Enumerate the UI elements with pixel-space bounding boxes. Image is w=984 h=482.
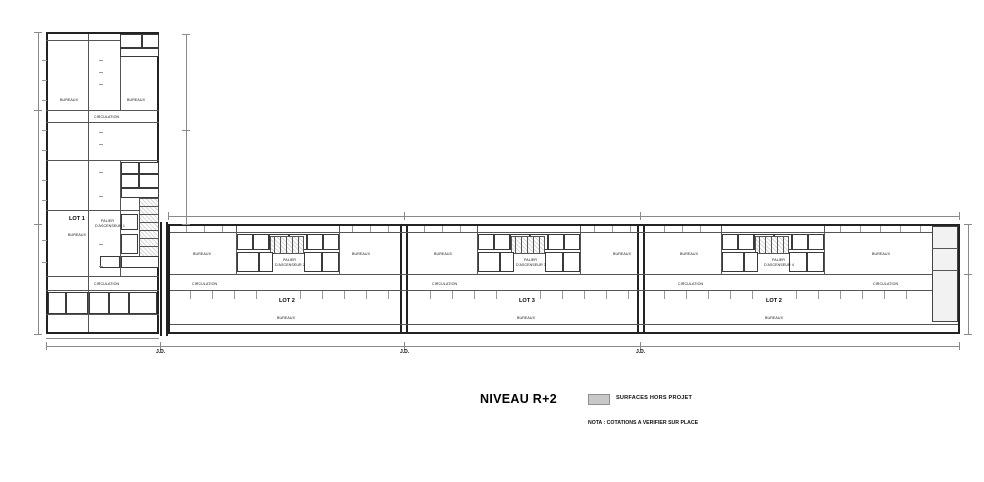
core3-room-f xyxy=(564,234,580,250)
room-label-bureaux-w2: BUREAUX xyxy=(127,98,146,102)
wing-core-room-2 xyxy=(139,162,159,174)
dim-right-tick-2 xyxy=(964,274,972,275)
bar-tick-t18 xyxy=(880,226,881,232)
bar-tick-b22 xyxy=(730,291,731,299)
wing-door-mark-2 xyxy=(99,72,103,73)
core4-stair-step5 xyxy=(783,236,784,254)
bar-tick-t3 xyxy=(222,226,223,232)
bar-tick-b19 xyxy=(664,291,665,299)
bar-tick-t9 xyxy=(460,226,461,232)
dim-right-tick-1 xyxy=(964,224,972,225)
core2-room-i xyxy=(322,252,339,272)
core3-divider-v2 xyxy=(580,226,581,274)
wing-door-mark-6 xyxy=(99,172,103,173)
lot-label-2: LOT 2 xyxy=(279,298,295,304)
core2-room-b xyxy=(253,234,269,250)
room-label-palier-3-sub: D'ASCENSEUR 3 xyxy=(516,263,546,267)
room-label-palier-4-sub: D'ASCENSEUR 4 xyxy=(764,263,794,267)
room-label-bureaux-b6: BUREAUX xyxy=(517,316,536,320)
wing-service-room-1 xyxy=(121,234,138,254)
joint-label-2: J.D. xyxy=(400,349,410,355)
bar-tick-t14 xyxy=(682,226,683,232)
dim-bot-tick-1 xyxy=(46,342,47,350)
bar-tick-b12 xyxy=(474,291,475,299)
room-label-bureaux-b8: BUREAUX xyxy=(872,252,891,256)
wing-stair-step-3 xyxy=(139,222,159,223)
joint-label-1: J.D. xyxy=(156,349,166,355)
bar-tick-t11 xyxy=(612,226,613,232)
dim-wing-right-tick-2 xyxy=(182,130,190,131)
core4-divider-v2 xyxy=(824,226,825,274)
bar-wall-bottom xyxy=(168,332,960,334)
room-label-circulation-b2: CIRCULATION xyxy=(432,282,458,286)
bar-tick-b16 xyxy=(584,291,585,299)
core2-room-h xyxy=(259,252,273,272)
bar-tick-t12 xyxy=(630,226,631,232)
bar-tick-b1 xyxy=(190,291,191,299)
dim-top-bar xyxy=(168,216,960,217)
core2-divider-v2 xyxy=(339,226,340,274)
wing-window-l6 xyxy=(42,180,47,181)
wing-window-l4 xyxy=(42,130,47,131)
bar-lower-band xyxy=(170,324,958,325)
room-label-palier-2: PALIER xyxy=(283,258,297,262)
wing-partition-2 xyxy=(46,160,159,161)
bar-tick-b10 xyxy=(430,291,431,299)
wing-corridor-lower-bottom xyxy=(46,290,159,291)
bar-tick-b6 xyxy=(322,291,323,299)
core4-divider-v1 xyxy=(721,226,722,274)
wing-door-mark-4 xyxy=(99,132,103,133)
wing-core-room-1 xyxy=(121,162,139,174)
core4-room-h xyxy=(744,252,758,272)
bar-corridor-top xyxy=(170,274,958,275)
bar-tick-t10 xyxy=(594,226,595,232)
dim-wing-right-tick-1 xyxy=(182,34,190,35)
room-label-circulation-b1: CIRCULATION xyxy=(192,282,218,286)
wing-bottom-line xyxy=(46,314,159,315)
bar-tick-b23 xyxy=(752,291,753,299)
wing-corridor-lower-top xyxy=(46,276,159,277)
core3-elevator xyxy=(545,252,563,272)
bar-tick-b5 xyxy=(300,291,301,299)
core3-divider-v1 xyxy=(477,226,478,274)
room-label-bureaux-b7: BUREAUX xyxy=(680,252,699,256)
wing-door-mark-1 xyxy=(99,60,103,61)
core4-stair-step3 xyxy=(771,236,772,254)
bar-tick-b17 xyxy=(606,291,607,299)
bar-tick-b21 xyxy=(708,291,709,299)
joint-wall-1a xyxy=(160,222,162,336)
bar-end-block-div2 xyxy=(932,270,958,271)
core3-room-h xyxy=(500,252,514,272)
core2-stair-step1 xyxy=(274,236,275,254)
dim-bottom-bar-1 xyxy=(46,346,960,347)
bar-tick-t2 xyxy=(204,226,205,232)
wing-window-l8 xyxy=(42,240,47,241)
wing-bottom-room-5 xyxy=(129,292,157,314)
bar-tick-b15 xyxy=(562,291,563,299)
bar-tick-b4 xyxy=(256,291,257,299)
dim-right-bar xyxy=(968,224,969,334)
joint-wall-1b xyxy=(166,222,168,336)
room-label-circulation-b3: CIRCULATION xyxy=(678,282,704,286)
room-label-palier-3: PALIER xyxy=(524,258,538,262)
wing-window-l5 xyxy=(42,150,47,151)
page-title: NIVEAU R+2 xyxy=(480,392,557,406)
bar-end-block-div1 xyxy=(932,248,958,249)
bar-tick-b28 xyxy=(884,291,885,299)
core2-stair-step3 xyxy=(286,236,287,254)
room-label-circulation-w2: CIRCULATION xyxy=(94,282,120,286)
bar-tick-b11 xyxy=(452,291,453,299)
dim-left-tick-1 xyxy=(34,32,42,33)
wing-window-l3 xyxy=(42,100,47,101)
wing-bottom-room-3 xyxy=(89,292,109,314)
dim-bot-tick-5 xyxy=(959,342,960,350)
bar-end-block xyxy=(932,226,958,322)
dim-wing-right-bar xyxy=(186,34,187,224)
room-label-bureaux-w3: BUREAUX xyxy=(68,233,87,237)
bar-tick-b20 xyxy=(686,291,687,299)
wing-room-top-a xyxy=(120,34,142,48)
wing-corridor-top xyxy=(46,110,159,111)
bar-tick-b14 xyxy=(540,291,541,299)
wing-stair-step-2 xyxy=(139,214,159,215)
wing-window-l7 xyxy=(42,200,47,201)
dim-right-tick-3 xyxy=(964,334,972,335)
wing-service-room-3 xyxy=(100,256,120,268)
core3-stair-step5 xyxy=(539,236,540,254)
bar-tick-t19 xyxy=(900,226,901,232)
wing-room-top-b xyxy=(142,34,159,48)
bar-tick-t4 xyxy=(352,226,353,232)
wing-door-mark-5 xyxy=(99,144,103,145)
dim-bottom-bar-2 xyxy=(46,338,159,339)
wing-stair-step-6 xyxy=(139,246,159,247)
dim-left-tick-4 xyxy=(34,334,42,335)
dim-top-tick-4 xyxy=(959,212,960,220)
core2-divider-v1 xyxy=(236,226,237,274)
dim-wing-right-tick-3 xyxy=(182,224,190,225)
core2-stair-step2 xyxy=(280,236,281,254)
bar-tick-t16 xyxy=(840,226,841,232)
bar-wall-left xyxy=(168,224,170,334)
bar-tick-b13 xyxy=(496,291,497,299)
room-label-bureaux-b4: BUREAUX xyxy=(434,252,453,256)
bar-tick-b3 xyxy=(234,291,235,299)
core4-room-b xyxy=(738,234,754,250)
dim-top-tick-3 xyxy=(640,212,641,220)
lot-label-3: LOT 3 xyxy=(519,298,535,304)
core2-room-e xyxy=(307,234,323,250)
dim-left-tick-2 xyxy=(34,110,42,111)
wing-stair-hatch xyxy=(139,198,159,258)
core4-elevator xyxy=(789,252,807,272)
core4-stair-step1 xyxy=(759,236,760,254)
bar-tick-b7 xyxy=(344,291,345,299)
room-label-palier-4: PALIER xyxy=(772,258,786,262)
joint-wall-3a xyxy=(637,224,639,334)
bar-tick-b18 xyxy=(628,291,629,299)
bar-tick-t5 xyxy=(370,226,371,232)
core2-stair-step5 xyxy=(298,236,299,254)
wing-door-mark-7 xyxy=(99,196,103,197)
core2-stair-step4 xyxy=(292,236,293,254)
core2-room-a xyxy=(237,234,253,250)
wing-core-room-3 xyxy=(121,174,139,188)
wing-bottom-room-4 xyxy=(109,292,129,314)
bar-tick-t20 xyxy=(920,226,921,232)
wing-window-l1 xyxy=(42,60,47,61)
joint-wall-2b xyxy=(406,224,408,334)
wing-vertical-divider xyxy=(88,34,89,332)
core3-room-a xyxy=(478,234,494,250)
core4-room-i xyxy=(807,252,824,272)
core4-stair-step4 xyxy=(777,236,778,254)
bar-tick-b24 xyxy=(796,291,797,299)
wing-stair-step-4 xyxy=(139,230,159,231)
wing-window-l9 xyxy=(42,262,47,263)
dim-top-tick-2 xyxy=(404,212,405,220)
bar-tick-t7 xyxy=(424,226,425,232)
core4-room-g xyxy=(722,252,744,272)
room-label-bureaux-b9: BUREAUX xyxy=(765,316,784,320)
bar-tick-b2 xyxy=(212,291,213,299)
core2-elevator xyxy=(304,252,322,272)
wing-core-room-5 xyxy=(121,188,159,198)
wing-door-mark-8 xyxy=(99,244,103,245)
wing-stair-step-1 xyxy=(139,206,159,207)
room-label-bureaux-b2: BUREAUX xyxy=(352,252,371,256)
wing-door-mark-9 xyxy=(99,266,103,267)
bar-tick-t6 xyxy=(388,226,389,232)
core2-room-g xyxy=(237,252,259,272)
core3-stair-step1 xyxy=(515,236,516,254)
core4-room-f xyxy=(808,234,824,250)
bar-tick-b8 xyxy=(366,291,367,299)
bar-tick-b27 xyxy=(862,291,863,299)
bar-tick-b26 xyxy=(840,291,841,299)
room-label-bureaux-b5: BUREAUX xyxy=(613,252,632,256)
room-label-bureaux-b3: BUREAUX xyxy=(277,316,296,320)
bar-wall-top xyxy=(168,224,960,226)
room-label-bureaux-w1: BUREAUX xyxy=(60,98,79,102)
dim-top-tick-1 xyxy=(168,212,169,220)
wing-wall-bottom xyxy=(46,332,159,334)
core4-room-a xyxy=(722,234,738,250)
core3-room-e xyxy=(548,234,564,250)
core4-room-e xyxy=(792,234,808,250)
room-label-palier-1-sub: D'ASCENSEUR 1 xyxy=(95,224,125,228)
dim-left-tick-3 xyxy=(34,224,42,225)
wing-bottom-room-1 xyxy=(48,292,66,314)
lot-label-1: LOT 1 xyxy=(69,216,85,222)
legend-nota: NOTA : COTATIONS A VERIFIER SUR PLACE xyxy=(587,420,699,426)
core2-room-f xyxy=(323,234,339,250)
bar-wall-right xyxy=(958,224,960,334)
core3-room-i xyxy=(563,252,580,272)
dim-left-bar xyxy=(38,32,39,334)
bar-tick-b25 xyxy=(818,291,819,299)
room-label-circulation-b4: CIRCULATION xyxy=(873,282,899,286)
bar-upper-band xyxy=(170,232,958,233)
wing-bottom-room-2 xyxy=(66,292,88,314)
core3-stair-step3 xyxy=(527,236,528,254)
core3-room-b xyxy=(494,234,510,250)
wing-core-room-4 xyxy=(139,174,159,188)
joint-label-3: J.D. xyxy=(636,349,646,355)
wing-service-room-2 xyxy=(121,256,159,268)
room-label-palier-2-sub: D'ASCENSEUR 2 xyxy=(275,263,305,267)
wing-wall-left xyxy=(46,32,48,334)
wing-corridor-bottom xyxy=(46,122,159,123)
legend-swatch xyxy=(588,394,610,405)
bar-tick-t15 xyxy=(700,226,701,232)
joint-wall-2a xyxy=(400,224,402,334)
room-label-bureaux-b1: BUREAUX xyxy=(193,252,212,256)
bar-tick-t13 xyxy=(664,226,665,232)
wing-window-l2 xyxy=(42,80,47,81)
core3-stair-step2 xyxy=(521,236,522,254)
lot-label-4: LOT 2 xyxy=(766,298,782,304)
bar-tick-t17 xyxy=(860,226,861,232)
bar-tick-b29 xyxy=(906,291,907,299)
bar-tick-t8 xyxy=(442,226,443,232)
wing-stair-step-5 xyxy=(139,238,159,239)
core3-room-g xyxy=(478,252,500,272)
joint-wall-3b xyxy=(643,224,645,334)
wing-door-mark-3 xyxy=(99,84,103,85)
bar-tick-t1 xyxy=(186,226,187,232)
wing-room-top-c xyxy=(120,48,159,57)
room-label-circulation-w1: CIRCULATION xyxy=(94,115,120,119)
drawing-legend xyxy=(470,392,770,452)
bar-tick-b9 xyxy=(388,291,389,299)
legend-swatch-label: SURFACES HORS PROJET xyxy=(616,395,693,401)
core3-stair-step4 xyxy=(533,236,534,254)
room-label-palier-1: PALIER xyxy=(101,219,115,223)
core4-stair-step2 xyxy=(765,236,766,254)
